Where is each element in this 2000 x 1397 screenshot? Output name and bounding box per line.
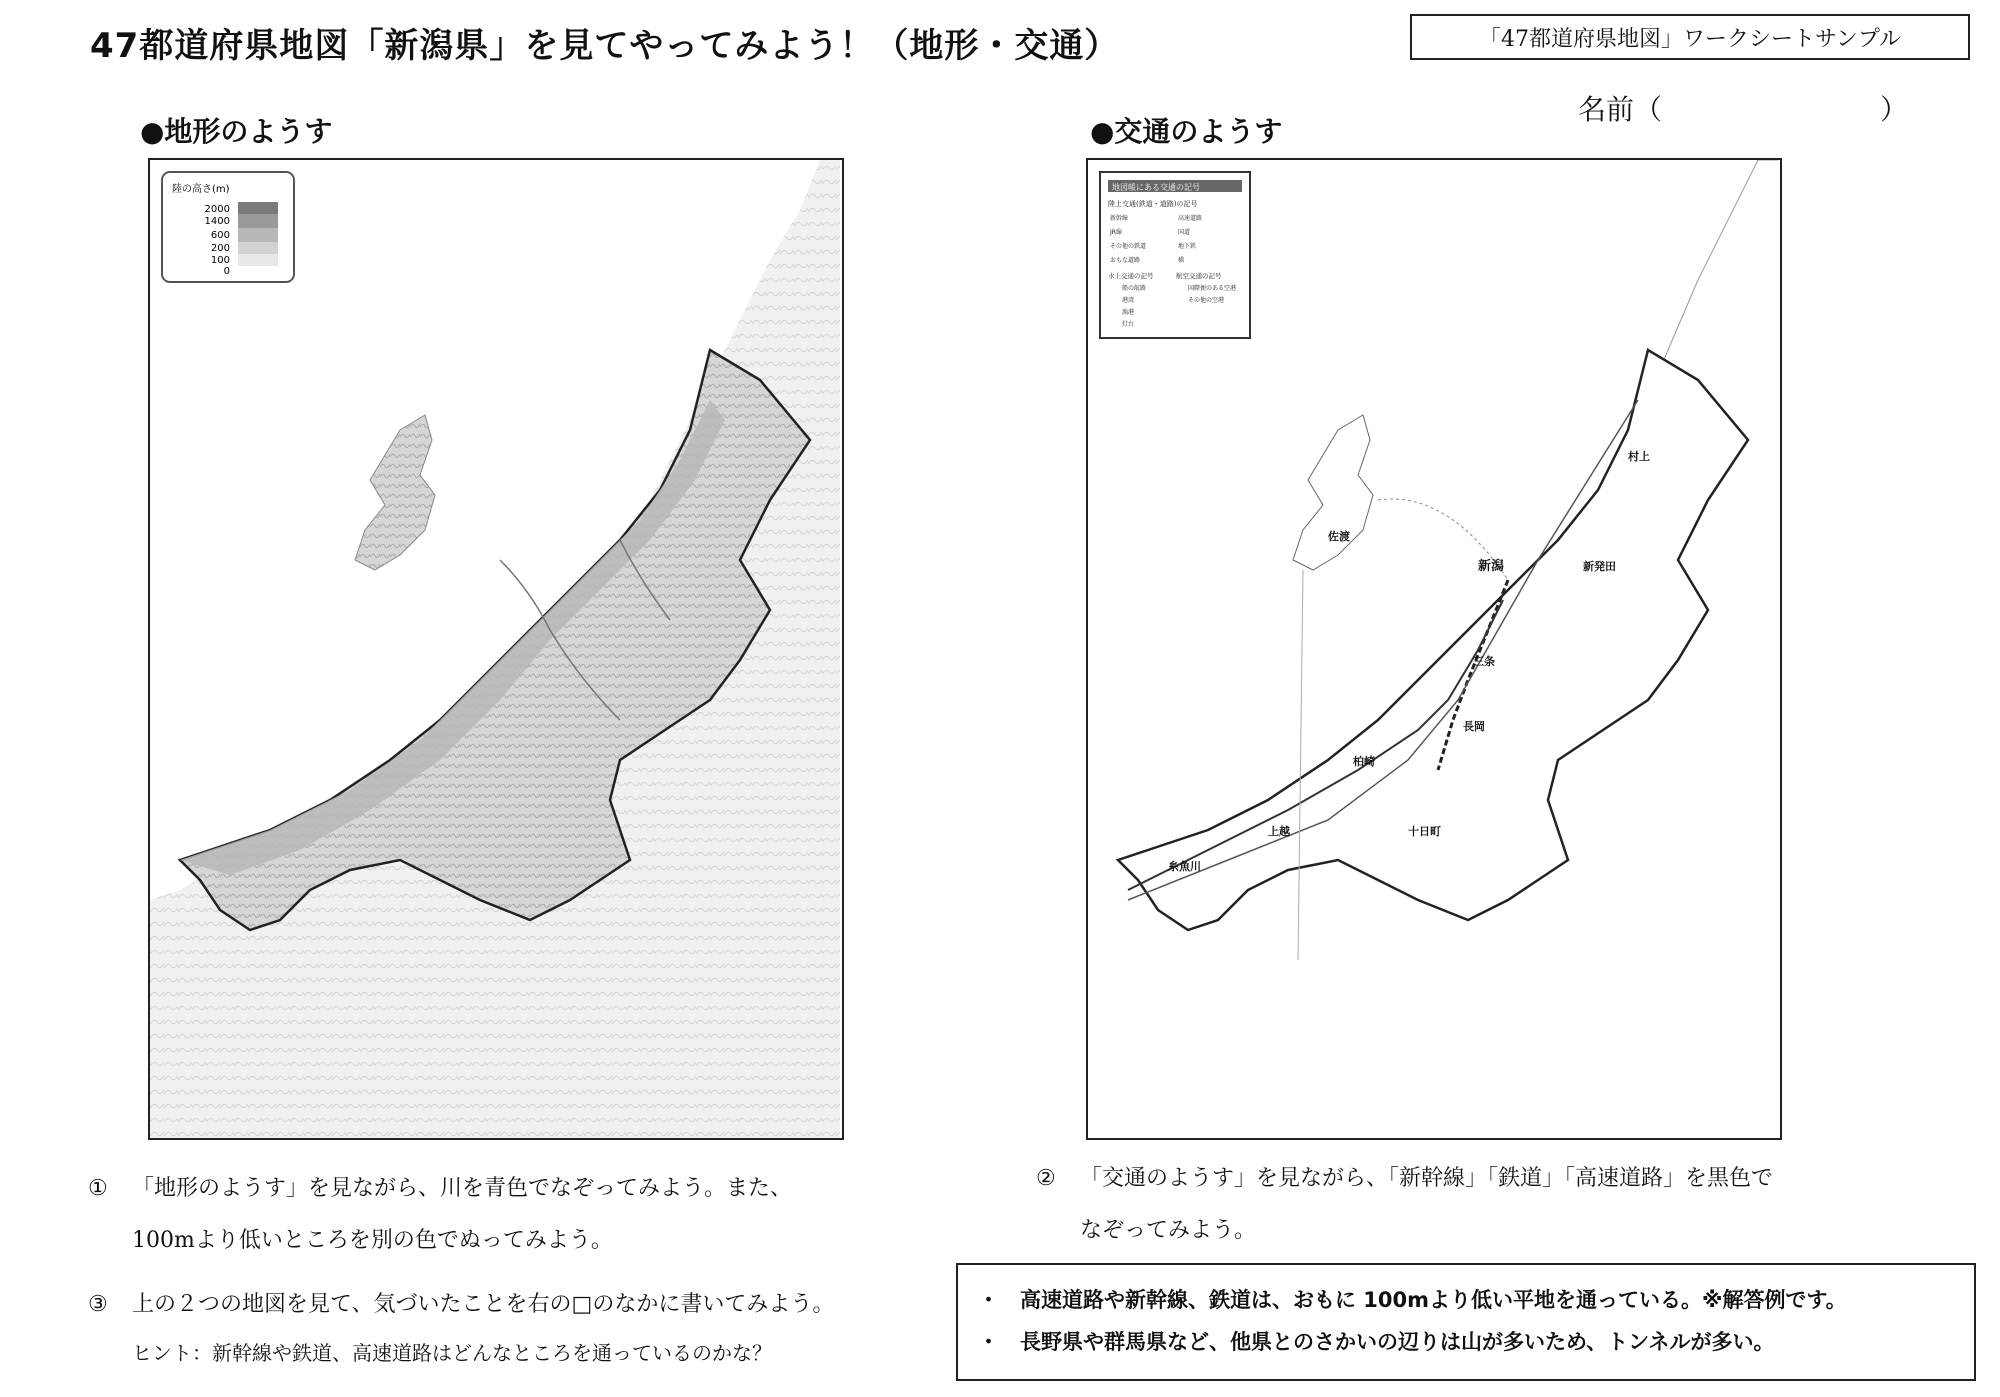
terrain-map: [148, 158, 844, 1140]
transport-map: [1086, 158, 1782, 1140]
question-number: ②: [1036, 1166, 1056, 1191]
question-text: 「交通のようす」を見ながら、「新幹線」「鉄道」「高速道路」を黒色で: [1080, 1166, 1774, 1191]
legend-level: 200: [210, 243, 230, 254]
city-label: 三条: [1473, 655, 1495, 668]
question-2: [1036, 1160, 1773, 1250]
transport-legend: [1100, 172, 1250, 338]
legend-level: 600: [210, 230, 230, 241]
answer-line: ・ 高速道路や新幹線、鉄道は、おもに 100mより低い平地を通っている。※解答例です。: [978, 1288, 1847, 1312]
city-label: 上越: [1268, 825, 1290, 838]
question-text: 上の２つの地図を見て、気づいたことを右の□のなかに書いてみよう。: [132, 1292, 835, 1317]
page-title: 47都道府県地図「新潟県」を見てやってみよう！（地形・交通）: [90, 26, 1120, 66]
question-text: なぞってみよう。: [1080, 1218, 1257, 1243]
legend-item: 地下鉄: [1178, 243, 1197, 250]
city-label: 村上: [1628, 450, 1650, 463]
terrain-legend: [162, 172, 294, 282]
legend-item: その他の鉄道: [1110, 243, 1147, 250]
question-text: 「地形のようす」を見ながら、川を青色でなぞってみよう。また、: [132, 1176, 793, 1201]
transport-map-drawing: [1088, 160, 1780, 1138]
legend-air-item: 国際便のある空港: [1188, 285, 1237, 292]
city-label: 長岡: [1463, 720, 1485, 733]
transport-legend-title: 地図帳にある交通の記号: [1112, 183, 1200, 192]
ferry-route: [1298, 570, 1303, 960]
transport-legend-land: 陸上交通(鉄道・道路)の記号: [1108, 200, 1198, 208]
legend-item: 国道: [1178, 229, 1191, 236]
transport-legend-water: 水上交通の記号: [1108, 272, 1154, 280]
terrain-map-drawing: [150, 160, 842, 1138]
terrain-heading: ●地形のようす: [140, 115, 333, 148]
terrain-legend-title: 陸の高さ(m): [172, 184, 230, 195]
legend-item: 高速道路: [1178, 215, 1203, 222]
sado-island: [1293, 415, 1373, 570]
name-field[interactable]: [1578, 88, 1908, 128]
question-number: ①: [88, 1176, 108, 1201]
question-number: ③: [88, 1292, 108, 1317]
sado-island: [355, 415, 435, 570]
city-label: 柏崎: [1353, 755, 1375, 768]
legend-water-item: 船の航路: [1122, 285, 1147, 292]
city-label: 十日町: [1408, 825, 1441, 838]
legend-item: おもな道路: [1110, 257, 1141, 264]
legend-water-item: 港湾: [1122, 297, 1135, 304]
answer-line: ・ 長野県や群馬県など、他県とのさかいの辺りは山が多いため、トンネルが多い。: [978, 1330, 1775, 1354]
worksheet-tag: 「47都道府県地図」ワークシートサンプル: [1410, 14, 1970, 60]
legend-item: 新幹線: [1110, 215, 1129, 222]
legend-item: JR線: [1110, 229, 1122, 236]
city-label: 新発田: [1583, 560, 1616, 573]
question-1: [88, 1170, 792, 1260]
legend-item: 橋: [1178, 257, 1185, 264]
transport-heading: ●交通のようす: [1090, 115, 1283, 148]
city-label: 糸魚川: [1168, 860, 1201, 873]
question-3: [88, 1286, 834, 1372]
city-label: 新潟: [1478, 559, 1505, 574]
legend-level: 1400: [204, 216, 230, 227]
legend-level: 2000: [204, 204, 230, 215]
question-text: 100mより低いところを別の色でぬってみよう。: [132, 1228, 613, 1253]
answer-box[interactable]: [956, 1263, 1976, 1381]
niigata-prefecture: [1118, 350, 1748, 930]
legend-water-item: 灯台: [1122, 321, 1135, 328]
legend-air-item: その他の空港: [1188, 297, 1225, 304]
city-label: 佐渡: [1328, 530, 1350, 543]
name-close: ）: [1879, 93, 1908, 126]
legend-level: 0: [223, 266, 230, 277]
question-hint: ヒント：新幹線や鉄道、高速道路はどんなところを通っているのかな？: [132, 1341, 772, 1365]
legend-water-item: 漁港: [1122, 309, 1135, 316]
transport-legend-air: 航空交通の記号: [1176, 272, 1222, 280]
legend-level: 100: [210, 255, 230, 266]
name-label: 名前（: [1578, 93, 1663, 126]
